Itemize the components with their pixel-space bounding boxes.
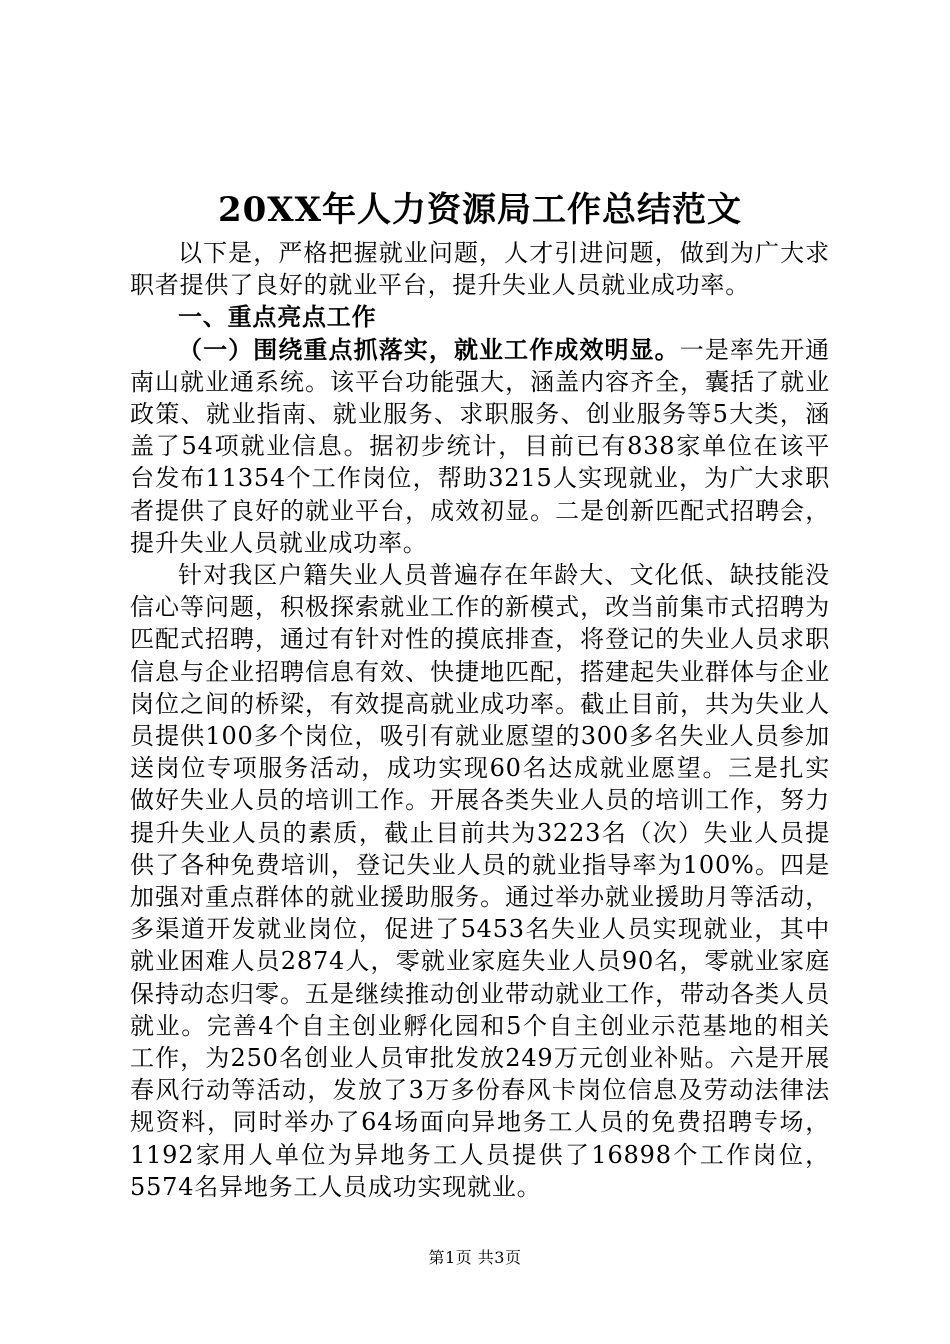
subsection-lead: （一）围绕重点抓落实，就业工作成效明显。 [178,334,680,364]
body-paragraph: 针对我区户籍失业人员普遍存在年龄大、文化低、缺技能没信心等问题，积极探索就业工作的新模式，改当前集市式招聘为匹配式招聘，通过有针对性的摸底排查，将登记的失业人员求职信息与企业招聘信息有效、快捷地匹配，搭建起失业群体与企业岗位之间的桥梁，有效提高就业成功率。截止目前，共为失业人员提供100多个岗位，吸引有就业愿望的300多名失业人员参加送岗位专项服务活动，成功实现60名达成就业愿望。三是扎实做好失业人员的培训工作。开展各类失业人员的培训工作，努力提升失业人员的素质，截止目前共为3223名（次）失业人员提供了各种免费培训，登记失业人员的就业指导率为100%。四是加强对重点群体的就业援助服务。通过举办就业援助月等活动，多渠道开发就业岗位，促进了5453名失业人员实现就业，其中就业困难人员2874人，零就业家庭失业人员90名，零就业家庭保持动态归零。五是继续推动创业带动就业工作，带动各类人员就业。完善4个自主创业孵化园和5个自主创业示范基地的相关工作，为250名创业人员审批发放249万元创业补贴。六是开展春风行动等活动，发放了3万多份春风卡岗位信息及劳动法律法规资料，同时举办了64场面向异地务工人员的免费招聘专场，1192家用人单位为异地务工人员提供了16898个工作岗位，5574名异地务工人员成功实现就业。 [130,561,830,1201]
subsection-paragraph [130,334,830,559]
document-page [130,185,830,1203]
subsection-text: 一是率先开通南山就业通系统。该平台功能强大，涵盖内容齐全，囊括了就业政策、就业指南、就业服务、求职服务、创业服务等5大类，涵盖了54项就业信息。据初步统计，目前已有838家单位在该平台发布11354个工作岗位，帮助3215人实现就业，为广大求职者提供了良好的就业平台，成效初显。二是创新匹配式招聘会，提升失业人员就业成功率。 [130,335,830,557]
section-heading: 一、重点亮点工作 [178,302,377,332]
document-title: 20XX年人力资源局工作总结范文 [217,190,743,230]
intro-paragraph: 以下是，严格把握就业问题，人才引进问题，做到为广大求职者提供了良好的就业平台，提升失业人员就业成功率。 [130,239,830,300]
page-footer: 第1页 共3页 [428,1248,522,1267]
